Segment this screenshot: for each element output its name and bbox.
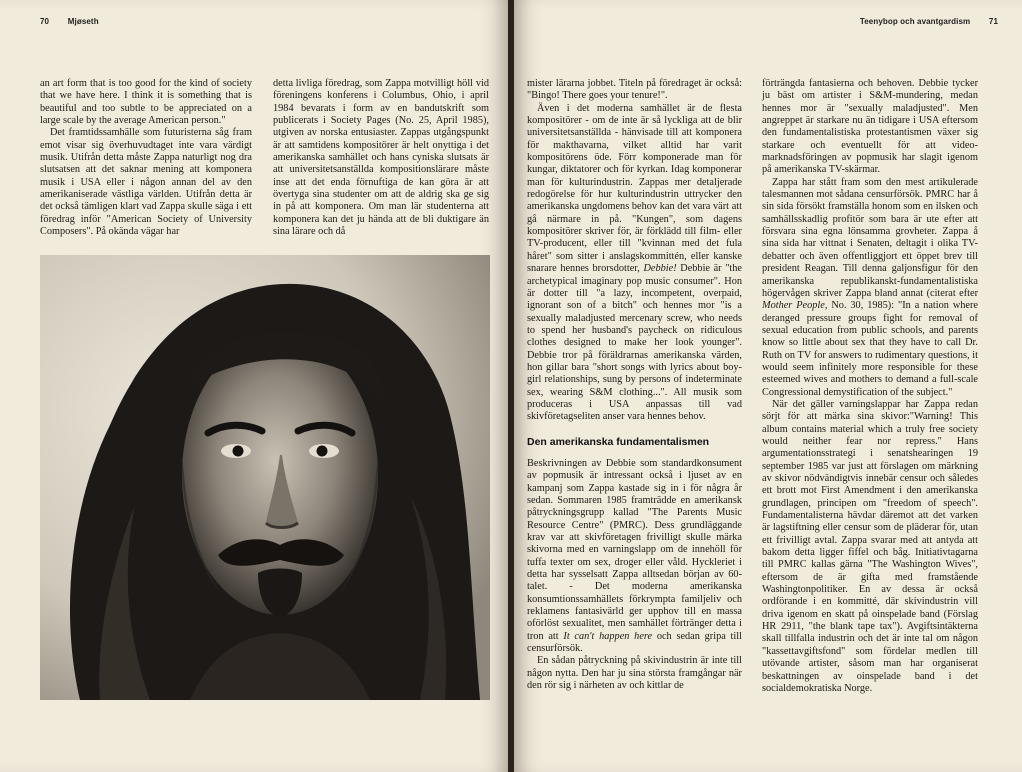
italic-text: Debbie! [643, 263, 677, 275]
portrait-photo [40, 255, 490, 700]
left-page [0, 0, 508, 772]
right-running-head: Teenybop och avantgardism [859, 17, 971, 26]
paragraph: detta livliga föredrag, som Zappa motvilligt höll vid föreningens konferens i Columbus, Ohio, i april 1984 bevarats i form av en bandutskrift som publicerats i Society Pages (No. 25, April 1985), utgiven av norska entusiaster. Zappas utgångspunkt är att samtidens kompositörer är helt onyttiga i det amerikanska samhället och hans cyniska slutsats är att universitetsanställda kompositionslärare måste inse att det enda förnuftiga de kan göra är att övertyga sina studenter om att de aldrig ska ge sig in på att komponera. Om man lär studenterna att komponera kan det ju hända att de bli duktigare än sina lärare och då [273, 78, 489, 238]
left-running-head: Mjøseth [67, 17, 99, 26]
section-heading: Den amerikanska fundamentalismen [527, 435, 710, 448]
right-page-number: 71 [988, 17, 998, 26]
left-column-1 [40, 78, 252, 238]
italic-text: Mother People [762, 300, 825, 312]
paragraph: mister lärarna jobbet. Titeln på föredraget är också: "Bingo! There goes your tenure!". [527, 78, 742, 102]
paragraph: En sådan påtryckning på skivindustrin är inte till någon nytta. Den har ju sina största framgångar när den rör sig i närheten av och kittlar de [527, 655, 742, 692]
paragraph: När det gäller varningslappar har Zappa redan sörjt för att märka sina skivor:"Warning! This album contains material which a truly free society would neither fear nor repress." Hans argumentationsstrategi i senatshearingen 19 september 1985 var just att förslagen om märkning av skivor nödvändigtvis innebär censur och således ett brott mot First Amendment i den amerikanska grundlagen, principen om "freedom of speech". Fundamentalisterna hävdar däremot att det varken är lagstiftning eller censur som de pläderar för, utan ett frivilligt avtal. Zappa svarar med att antyda att bakom detta ligger fiffel och båg. Initiativtagarna till PMRC kallas gärna "The Washington Wives", eftersom de är gifta med framstående Washingtonpolitiker. En av dessa är också ordförande i en kommitté, där skivindustrin vill driva igenom en skatt på oinspelade band (Förslag HR 2911, "the blank tape tax"). Avgiftsintäkterna skall tillfalla industrin och det är inte tal om någon "kassettavgiftsfond" som fördelar medlen till utövande artister, såsom man har organiserat beskattningen av oinspelade band i det socialdemokratiska Norge. [762, 398, 978, 694]
paragraph: Även i det moderna samhället är de flesta kompositörer - om de inte är så lyckliga att de blir universitetsanställda - hänvisade till att komponera för makthavarna, vilket alltid har varit kompositörens öde. Förr komponerade man för kungar, diktatorer och för kyrkan. Idag komponerar man för kulturindustrin. Zappas mer detaljerade redogörelse för hur kulturindustrin uttrycker den amerikanska ungdomens behov kan det vara värt att gå närmare in på. "Kungen", som dagens kompositörer skriver för, är förklädd till film- eller TV-producent, eller till "kvinnan med det fula håret" som sitter i anslagskommittén, eller kanske snarare hennes brorsdotter, Debbie! Debbie är "the archetypical imaginary pop music consumer". Hon är dotter till "a lazy, incompetent, overpaid, ignorant son of a bitch" och hennes mor "is a sexually maladjusted mercenary screw, who needs to spend her husband's paycheck on ridiculous clothes designed to make her look younger". Debbie tror på föräldrarnas amerikanska värden, hon gillar bara "short songs with lyrics about boy-girl relationships, sung by persons of indeterminate sex, wearing S&M clothing...". All musik som produceras i USA anpassas till vad skivföretagseliten anser vara hennes behov. [527, 102, 742, 423]
left-page-header [40, 17, 99, 26]
paragraph: Det framtidssamhälle som futuristerna såg fram emot visar sig överhuvudtaget inte vara värdigt musik. Utifrån detta måste Zappa naturligt nog dra slutsatsen att det saknar mening att komponera musik i USA eller i någon annan del av den amerikaniserade västliga världen. Utifrån detta är det också tämligen klart vad Zappa skulle säga i ett föredrag inför "American Society of University Composers". På okända vägar har [40, 127, 252, 238]
right-column-2 [762, 78, 978, 695]
right-page [514, 0, 1022, 772]
left-page-number: 70 [40, 17, 50, 26]
right-page-header [860, 17, 998, 26]
paragraph: Beskrivningen av Debbie som standardkonsument av popmusik är intressant också i ljuset av en kampanj som Zappa kastade sig in i för några år sedan. Sommaren 1985 framträdde en amerikansk påtryckningsgrupp kallad "The Parents Music Resource Centre" (PMRC). Dess grundläggande krav var att skivföretagen frivilligt skulle märka skivorna med en varningslapp om de innehöll för tuffa texter om sex, droger eller våld. Hyckleriet i detta har sysselsatt Zappa alltsedan början av 60-talet. - Det moderna amerikanska konsumtionssamhällets förkrympta familjeliv och reklamens fantasivärld ger upphov till en massa oförlöst sexualitet, men samhället förtränger detta i tron att It can't happen here och sedan gripa till censurförsök. [527, 457, 743, 655]
paragraph: förträngda fantasierna och behoven. Debbie tycker ju bäst om artister i S&M-mundering, medan hennes mor är "sexually maladjusted". Men angreppet är starkare nu än tidigare i USA eftersom den fundamentalistiska protestantismen växer sig starkare och eventuellt för att video-marknadsföringen av popmusik har slagit igenom på amerikanska TV-skärmar. [762, 78, 978, 176]
paragraph: Zappa har stått fram som den mest artikulerade talesmannen mot sådana censurförsök. PMRC har å sin sida försökt framställa honom som en ilsken och samhällsskadlig profitör som bara är ute efter att försvara sina egna lönsamma grovheter. Zappa å sina sida har vittnat i Senaten, deltagit i olika TV-debatter och även offentliggjort ett öppet brev till president Reagan. Till denna galjonsfigur för den amerikanska republikanskt-fundamentalistiska högervågen skriver Zappa bland annat (citerat efter Mother People, No. 30, 1985): "In a nation where deranged pressure groups fight for removal of sexual education from public schools, and parents know so little about sex that they have to call Dr. Ruth on TV for answers to rudimentary questions, it would seem infinitely more responsible for these esteemed wives and mothers to demand a full-scale Congressional demystification of the subject." [762, 176, 978, 398]
italic-text: It can't happen here [563, 630, 653, 642]
paragraph: an art form that is too good for the kind of society that we have here. I think it is something that is beautiful and too subtle to be appreciated on a large scale by the average American person." [40, 78, 252, 127]
right-column-1 [527, 78, 742, 693]
left-column-2 [273, 78, 489, 238]
